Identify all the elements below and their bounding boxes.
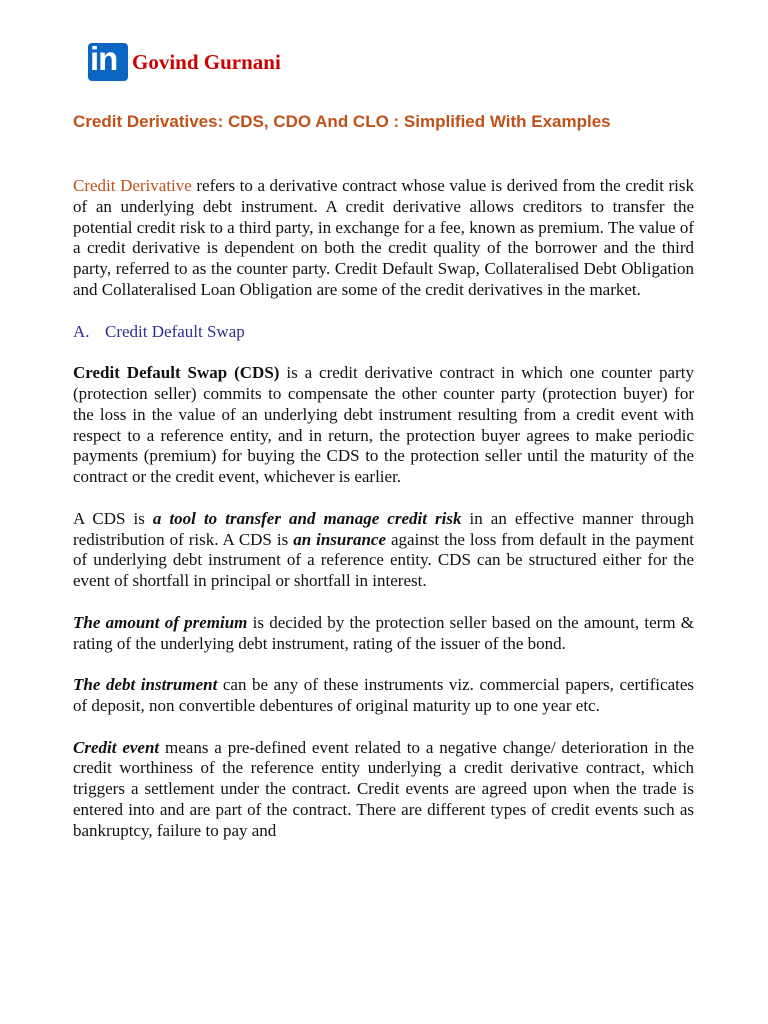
premium-text: is decided by the protection seller based on the amount, term & rating of the underlying debt instrument, rating of the issuer of the bond.	[73, 612, 694, 653]
tool-emphasis-1: a tool to transfer and manage credit risk	[152, 508, 462, 528]
cds-term: Credit Default Swap (CDS)	[73, 363, 280, 383]
linkedin-icon	[88, 40, 128, 81]
section-title: Credit Default Swap	[105, 321, 245, 341]
cds-text: is a credit derivative contract in which one counter party (protection seller) commits to compensate the other counter party (protection buyer) for the loss in the value of an underlying debt instrument resulting from a credit event with respect to a reference entity, and in return, the protection buyer agrees to make periodic payments (premium) for buying the CDS to the protection seller until the maturity of the contract or the credit event, whichever is earlier.	[73, 363, 694, 487]
debt-text: can be any of these instruments viz. commercial papers, certificates of deposit, non convertible debentures of original maturity up to one year etc.	[73, 675, 694, 715]
tool-text-2: in an effective manner through redistribution of risk. A CDS is	[73, 508, 695, 549]
tool-emphasis-2: an insurance	[293, 529, 387, 549]
author-name: Govind Gurnani	[132, 49, 281, 74]
premium-paragraph	[73, 613, 694, 655]
event-term: Credit event	[73, 737, 160, 757]
intro-text: refers to a derivative contract whose value is derived from the credit risk of an underlying debt instrument. A credit derivative allows creditors to transfer the potential credit risk to a third party, in exchange for a fee, known as premium. The value of a credit derivative is dependent on both the credit quality of the borrower and the third party, referred to as the counter party. Credit Default Swap, Collateralised Debt Obligation and Collateralised Loan Obligation are some of the credit derivatives in the market.	[73, 176, 694, 299]
tool-paragraph	[73, 509, 694, 592]
header	[88, 42, 281, 82]
tool-text-1: A CDS is	[73, 508, 153, 528]
debt-term: The debt instrument	[73, 675, 218, 695]
document-body	[73, 176, 694, 862]
intro-paragraph	[73, 176, 694, 301]
cds-paragraph	[73, 363, 694, 488]
intro-term: Credit Derivative	[73, 176, 192, 195]
event-text: means a pre-defined event related to a negative change/ deterioration in the credit worthiness of the reference entity underlying a credit derivative contract, which triggers a settlement under the contract. Credit events are agreed upon when the trade is entered into and are part of the contract. There are different types of credit events such as bankruptcy, failure to pay and	[73, 737, 694, 840]
document-title: Credit Derivatives: CDS, CDO And CLO : Simplified With Examples	[73, 112, 611, 131]
event-paragraph	[73, 738, 694, 842]
section-heading-a	[73, 322, 694, 343]
linkedin-logo-text: in	[90, 40, 118, 77]
section-letter: A.	[73, 321, 90, 341]
premium-term: The amount of premium	[73, 612, 248, 632]
debt-paragraph	[73, 675, 694, 717]
tool-text-3: against the loss from default in the payment of underlying debt instrument of a reference entity. CDS can be structured either for the event of shortfall in principal or shortfall in interest.	[73, 529, 694, 591]
